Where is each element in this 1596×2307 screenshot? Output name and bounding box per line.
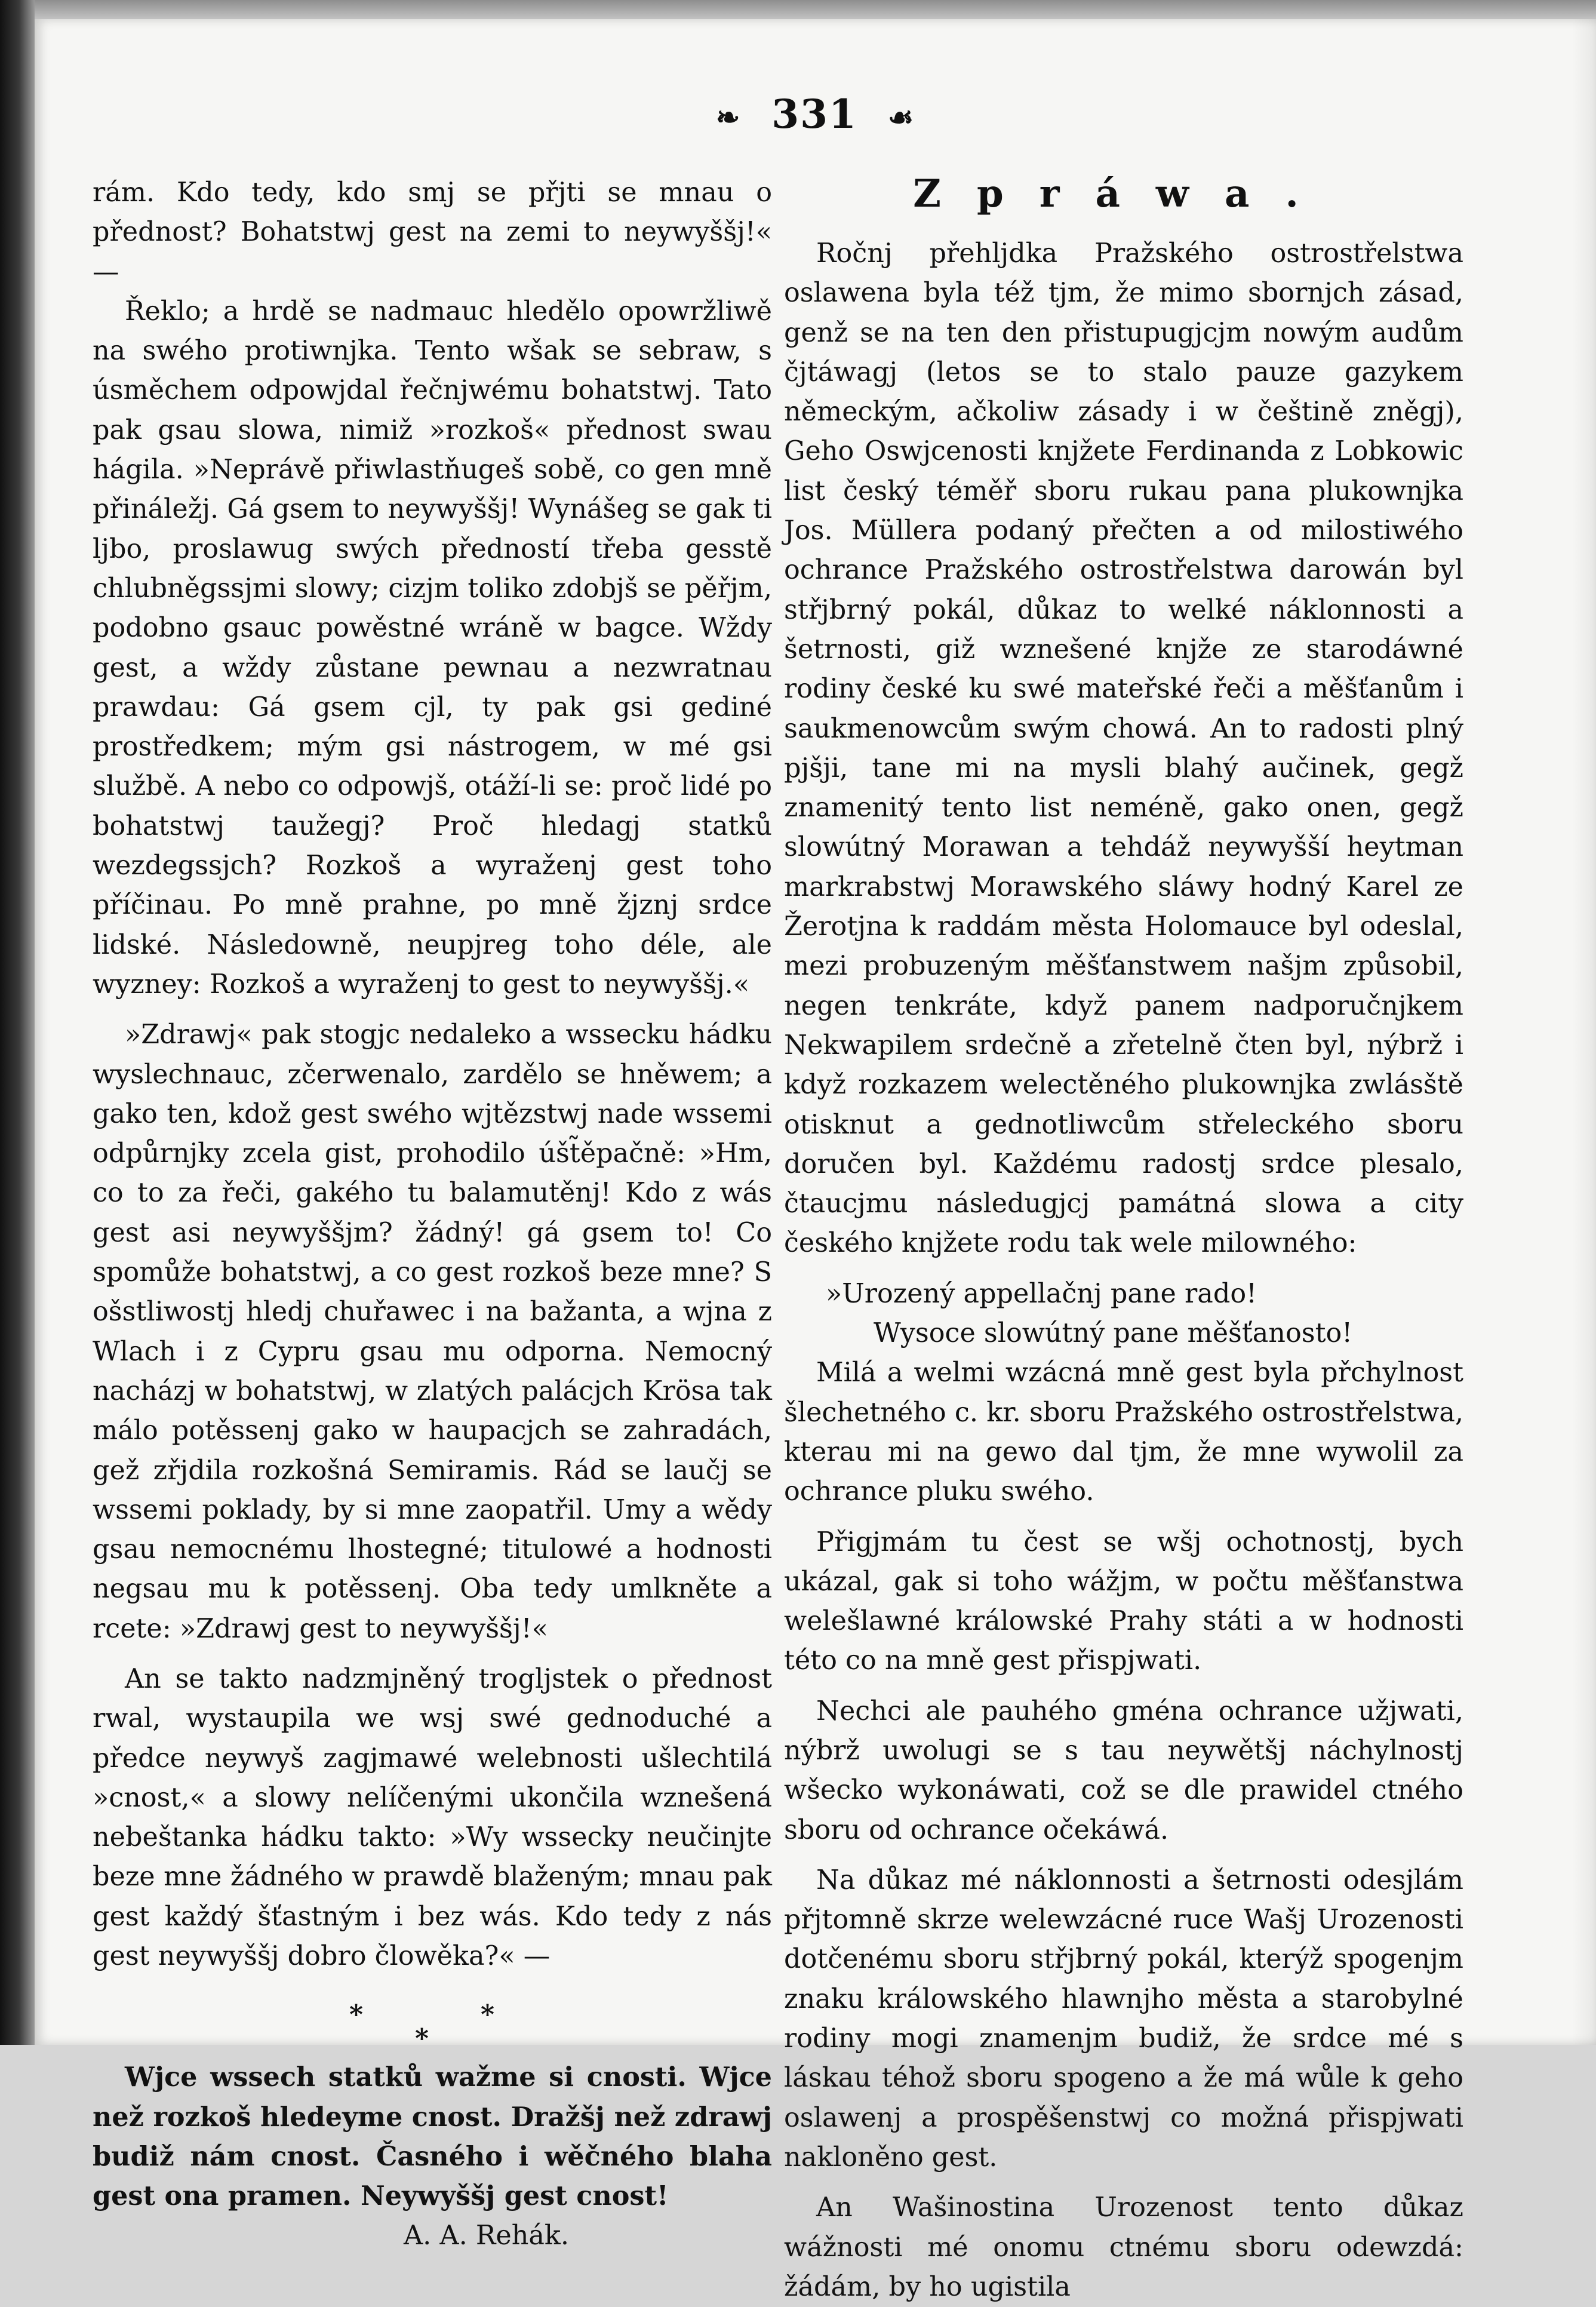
page-shading bbox=[1572, 19, 1596, 2045]
paragraph: Ročnj přehljdka Pražského ostrostřelstwa oslawena byla též tjm, že mimo sbornjch zásad, genž se na ten den přistupugjcjm nowým audům čjtáwagj (letos se to stalo pauze gazykem německým, ačkoliw zásady i w češtině zněgj), Geho Oswjcenosti knjžete Ferdinanda z Lobkowic list český téměř sboru rukau pana plukownjka Jos. Müllera podaný přečten a od milostiwého ochrance Pražského ostrostřelstwa darowán byl střjbrný pokál, důkaz to welké náklonnosti a šetrnosti, giž wznešené knjže ze starodáwné rodiny české ku swé mateřské řeči a měšťanům i saukmenowcům swým chowá. An to radosti plný pjšji, tane mi na mysli blahý aučinek, gegž znamenitý tento list neméně, gako onen, gegž slowútný Morawan a tehdáž neywyšší heytman markrabstwj Morawského sláwy hodný Karel ze Žerotjna k raddám města Holomauce byl odeslal, mezi probuzeným měšťanstwem našjm způsobil, negen tenkráte, když panem nadporučnjkem Nekwapilem srdečně a zřetelně čten byl, nýbrž i když rozkazem welectěného plukownjka zwlásště otisknut a gednotliwcům střeleckého sboru doručen byl. Každému radostj srdce plesalo, čtaucjmu následugjcj památná slowa a city českého knjžete rodu tak wele milowného: bbox=[784, 238, 1463, 1259]
scan-binding-edge bbox=[0, 0, 35, 2045]
letter-paragraph: An Wašinostina Urozenost tento důkaz wážnosti mé onomu ctnému sboru odewzdá: žádám, by ho ugistila bbox=[784, 2192, 1463, 2302]
separator-star: * bbox=[349, 1999, 364, 2030]
letter-paragraph: Nechci ale pauhého gména ochrance užjwati, nýbrž uwolugi se s tau neywětšj náchylnostj wšecko wykonáwati, což se dle prawidel ctného sboru od ochrance očekáwá. bbox=[784, 1695, 1463, 1845]
book-page bbox=[35, 19, 1596, 2302]
left-column bbox=[93, 173, 772, 2256]
paragraph: rám. Kdo tedy, kdo smj se přjti se mnau o přednost? Bohatstwj gest na zemi to neywyššj!« — bbox=[93, 177, 772, 287]
ornament-right-icon: ☙ bbox=[887, 101, 915, 134]
article-title: Zpráwa. bbox=[913, 171, 1334, 216]
paragraph: Řeklo; a hrdě se nadmauc hledělo opowržliwě na swého protiwnjka. Tento wšak se sebraw, s úsměchem odpowjdal řečnjwému bohatstwj. Tato pak gsau slowa, nimiž »rozkoš« přednost swau hágila. »Neprávě přiwlastňugeš sobě, co gen mně přináležj. Gá gsem to neywyššj! Wynášeg se gak ti ljbo, proslawug swých předností třeba gesstě chlubněgssjmi slowy; cizjm tolikо zdobjš se pěřjm, podobno gsauc powěstné wráně w bagce. Wždy gest, a wždy zůstane pewnau a nezwratnau prawdau: Gá gsem cjl, ty pak gsi gediné prostředkem; mým gsi nástrogem, w mé gsi službě. A nebo co odpowjš, otáží-li se: proč lidé po bohatstwj taužegj? Proč hledagj statků wezdegssjch? Rozkoš a wyraženj gest toho příčinau. Po mně prahne, po mně žjznj srdce lidské. Následowně, neupjreg toho déle, ale wyzney: Rozkoš a wyraženj to gest to neywyššj.« bbox=[93, 296, 772, 1000]
letter-paragraph: Na důkaz mé náklonnosti a šetrnosti odesjlám přjtomně skrze welewzácné ruce Wašj Urozenosti dotčenému sboru střjbrný pokál, kterýž spogenjm znaku králowského hlawnjho města a starobylné rodiny mogi znamenjm budiž, že srdce mé s láskau téhož sboru spogeno a že má wůle k geho oslawenj a prospěšenstwj co možná přispjwati nakloněno gest. bbox=[784, 1864, 1463, 2173]
separator-star: * bbox=[481, 1999, 495, 2030]
right-column bbox=[784, 173, 1463, 2307]
author-signature: A. A. Rehák. bbox=[404, 2220, 569, 2251]
letter-paragraph: Přigjmám tu čest se wšj ochotnostj, bych ukázal, gak si toho wážjm, w počtu měšťanstwa welešlawné králowské Prahy státi a w hodnosti této co na mně gest přispjwati. bbox=[784, 1526, 1463, 1676]
paragraph: »Zdrawj« pak stogjc nedaleko a wssecku hádku wyslechnauc, zčerwenalo, zardělo se hněwem; a gako ten, kdož gest swého wjtězstwj nade wssemi odpůrnjky zcela gist, prohodilo úšt̃ěpačně: »Hm, co to za řeči, gakého tu balamutěnj! Kdo z wás gest asi neywyššjm? žádný! gá gsem to! Co spomůže bohatstwj, a co gest rozkoš beze mne? S ošstliwostj hledj chuřawec i na bažanta, a wjna z Wlach i z Cypru gsau mu odporna. Nemocný nacházj w bohatstwj, w zlatých palácjch Krösa tak málo potěssenj gako w haupacjch se zahradách, gež zřjdila rozkošná Semiramis. Rád se laučj se wssemi poklady, by si mne zaopatřil. Umy a wědy gsau nemocnému lhostegné; titulowé a hodnosti negsau mu k potěssenj. Oba tedy umlkněte a rcete: »Zdrawj gest to neywyššj!« bbox=[93, 1019, 772, 1644]
closing-paragraph: Wjce wssech statků wažme si cnosti. Wjce než rozkoš hledeyme cnost. Dražšj než zdrawj budiž nám cnost. Časného i wěčného blaha gest ona pramen. Neywyššj gest cnost! bbox=[93, 2062, 772, 2212]
page-header bbox=[35, 91, 1596, 137]
letter-paragraph: Milá a welmi wzácná mně gest byla přchylnost šlechetného c. kr. sboru Pražského ostrostřelstwa, kterau mi na gewo dal tjm, že mne wywolil za ochrance pluku swého. bbox=[784, 1357, 1463, 1507]
section-separator bbox=[93, 1985, 772, 2057]
separator-star: * bbox=[415, 2023, 429, 2054]
letter-salutation: Wysoce slowútný pane měšťanosto! bbox=[874, 1318, 1353, 1349]
paragraph: An se takto nadzmjněný trogljstek o přednost rwal, wystaupila we wsj swé gednoduché a předce neywyš zagjmawé welebnosti ušlechtilá »cnost,« a slowy nelíčenými ukončila wznešená nebeštanka hádku takto: »Wy wssecky neučinjte beze mne žádného w prawdě blaženým; mnau pak gest každý šťastným i bez wás. Kdo tedy z nás gest neywyššj dobro člowěka?« — bbox=[93, 1663, 772, 1972]
ornament-left-icon: ❧ bbox=[716, 101, 742, 134]
letter-salutation: »Urozený appellačnj pane rado! bbox=[826, 1278, 1257, 1309]
page-number: 331 bbox=[771, 91, 857, 137]
